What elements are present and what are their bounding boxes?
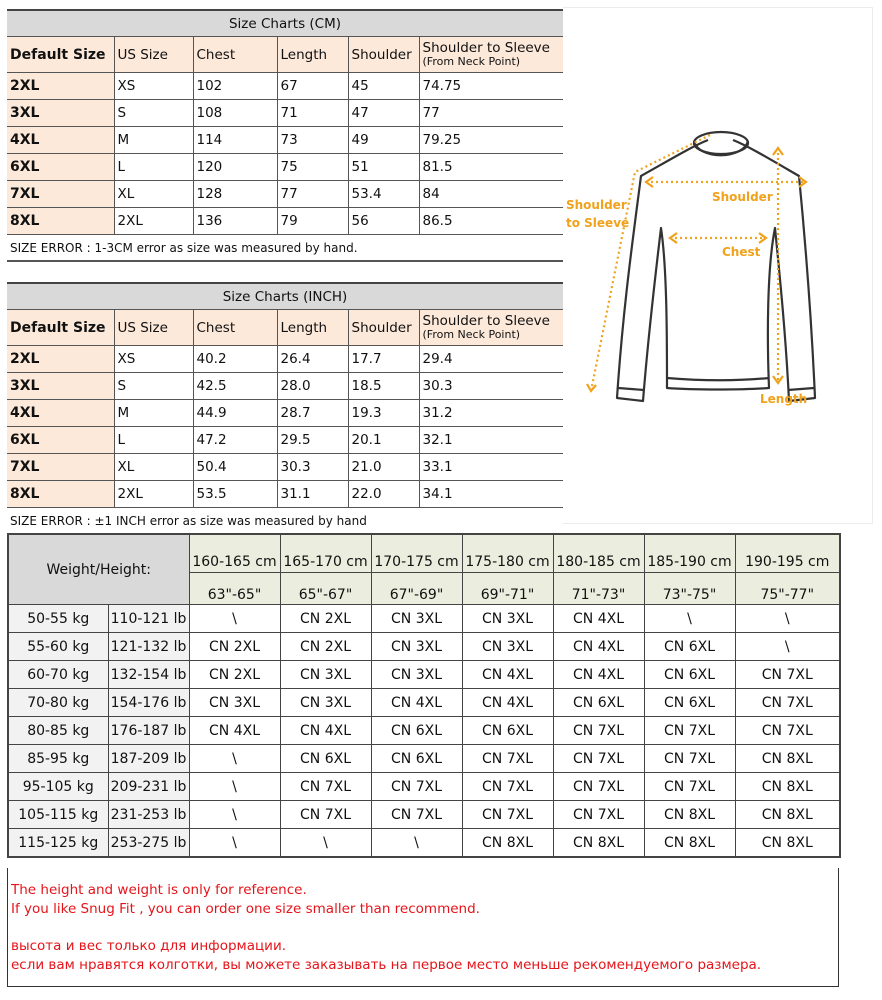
sweatshirt-outline: [617, 132, 815, 401]
recommended-size: \: [189, 773, 280, 801]
size-chart-inch-row: [7, 427, 563, 454]
size-chart-cm-title: Size Charts (CM): [7, 10, 563, 37]
label-chest: Chest: [722, 245, 761, 259]
recommended-size: \: [189, 745, 280, 773]
recommended-size: CN 7XL: [644, 745, 735, 773]
recommended-size: CN 7XL: [553, 773, 644, 801]
height-in-header: 67"-69": [371, 573, 462, 605]
col-shoulder-to-sleeve-label: Shoulder to Sleeve: [422, 313, 550, 329]
recommended-size: CN 4XL: [553, 633, 644, 661]
size-chart-inch-row: [7, 400, 563, 427]
weight-lb: 121-132 lb: [108, 633, 189, 661]
recommended-size: \: [189, 801, 280, 829]
recommended-size: \: [280, 829, 371, 858]
cell-shoulder-to-sleeve: 33.1: [419, 454, 563, 481]
size-chart-cm-row: [7, 181, 563, 208]
cell-length: 30.3: [277, 454, 348, 481]
col-default-size: Default Size: [7, 37, 114, 73]
recommended-size: CN 4XL: [553, 605, 644, 633]
recommended-size: CN 7XL: [735, 717, 840, 745]
recommended-size: CN 2XL: [280, 605, 371, 633]
recommended-size: CN 6XL: [371, 745, 462, 773]
cell-length: 28.7: [277, 400, 348, 427]
recommended-size: CN 6XL: [553, 689, 644, 717]
recommended-size: CN 7XL: [644, 773, 735, 801]
weight-kg: 60-70 kg: [8, 661, 108, 689]
size-chart-inch: [7, 282, 563, 535]
height-cm-header: 175-180 cm: [462, 534, 553, 573]
col-shoulder: Shoulder: [348, 310, 419, 346]
cell-shoulder: 18.5: [348, 373, 419, 400]
col-shoulder-to-sleeve-sub: (From Neck Point): [422, 55, 521, 68]
label-shoulder: Shoulder: [712, 190, 773, 204]
note-en-1: The height and weight is only for reference.: [11, 882, 307, 898]
cell-default-size: 4XL: [7, 127, 114, 154]
cell-length: 71: [277, 100, 348, 127]
recommended-size: CN 7XL: [371, 773, 462, 801]
col-chest: Chest: [193, 310, 277, 346]
size-chart-inch-note: SIZE ERROR : ±1 INCH error as size was measured by hand: [7, 508, 563, 535]
col-shoulder: Shoulder: [348, 37, 419, 73]
recommended-size: CN 4XL: [462, 661, 553, 689]
recommended-size: CN 6XL: [462, 717, 553, 745]
recommended-size: CN 3XL: [280, 689, 371, 717]
cell-shoulder: 45: [348, 73, 419, 100]
recommendation-row: [8, 661, 840, 689]
recommended-size: CN 6XL: [280, 745, 371, 773]
size-chart-cm-row: [7, 127, 563, 154]
weight-kg: 85-95 kg: [8, 745, 108, 773]
cell-us-size: XL: [114, 181, 193, 208]
cell-default-size: 7XL: [7, 181, 114, 208]
cell-us-size: L: [114, 154, 193, 181]
cell-length: 31.1: [277, 481, 348, 508]
cell-us-size: XL: [114, 454, 193, 481]
measure-lines: [591, 135, 806, 391]
cell-chest: 128: [193, 181, 277, 208]
recommended-size: CN 8XL: [735, 773, 840, 801]
cell-length: 79: [277, 208, 348, 235]
recommendation-row: [8, 829, 840, 858]
col-default-size: Default Size: [7, 310, 114, 346]
cell-shoulder: 49: [348, 127, 419, 154]
cell-chest: 136: [193, 208, 277, 235]
note-ru-1: высота и вес только для информации.: [11, 938, 287, 954]
cell-default-size: 2XL: [7, 73, 114, 100]
recommended-size: CN 7XL: [735, 689, 840, 717]
weight-lb: 231-253 lb: [108, 801, 189, 829]
recommended-size: CN 7XL: [644, 717, 735, 745]
weight-lb: 110-121 lb: [108, 605, 189, 633]
cell-shoulder-to-sleeve: 81.5: [419, 154, 563, 181]
cell-chest: 47.2: [193, 427, 277, 454]
recommended-size: CN 3XL: [371, 633, 462, 661]
recommended-size: \: [189, 605, 280, 633]
height-cm-header: 185-190 cm: [644, 534, 735, 573]
recommended-size: CN 7XL: [553, 745, 644, 773]
height-in-header: 69"-71": [462, 573, 553, 605]
col-shoulder-to-sleeve-sub: (From Neck Point): [422, 328, 521, 341]
recommendation-row: [8, 773, 840, 801]
weight-kg: 115-125 kg: [8, 829, 108, 858]
recommendation-row: [8, 745, 840, 773]
recommended-size: CN 7XL: [553, 717, 644, 745]
recommendation-row: [8, 633, 840, 661]
cell-shoulder: 53.4: [348, 181, 419, 208]
weight-lb: 253-275 lb: [108, 829, 189, 858]
height-cm-header: 190-195 cm: [735, 534, 840, 573]
cell-shoulder-to-sleeve: 31.2: [419, 400, 563, 427]
cell-length: 28.0: [277, 373, 348, 400]
cell-shoulder-to-sleeve: 86.5: [419, 208, 563, 235]
weight-kg: 50-55 kg: [8, 605, 108, 633]
weight-lb: 154-176 lb: [108, 689, 189, 717]
cell-chest: 114: [193, 127, 277, 154]
cell-chest: 42.5: [193, 373, 277, 400]
weight-kg: 105-115 kg: [8, 801, 108, 829]
recommended-size: CN 3XL: [371, 661, 462, 689]
recommended-size: CN 4XL: [553, 661, 644, 689]
cell-length: 75: [277, 154, 348, 181]
cell-shoulder-to-sleeve: 30.3: [419, 373, 563, 400]
col-length: Length: [277, 37, 348, 73]
cell-shoulder-to-sleeve: 84: [419, 181, 563, 208]
cell-shoulder: 22.0: [348, 481, 419, 508]
weight-kg: 95-105 kg: [8, 773, 108, 801]
size-chart-cm-row: [7, 73, 563, 100]
recommended-size: CN 3XL: [462, 605, 553, 633]
height-in-header: 73"-75": [644, 573, 735, 605]
cell-length: 67: [277, 73, 348, 100]
cell-us-size: M: [114, 127, 193, 154]
cell-chest: 44.9: [193, 400, 277, 427]
cell-us-size: XS: [114, 346, 193, 373]
cell-chest: 40.2: [193, 346, 277, 373]
weight-height-label: Weight/Height:: [8, 534, 189, 605]
recommended-size: CN 6XL: [644, 633, 735, 661]
size-chart-inch-title: Size Charts (INCH): [7, 283, 563, 310]
label-length: Length: [760, 392, 808, 406]
recommended-size: CN 8XL: [644, 829, 735, 858]
cell-chest: 53.5: [193, 481, 277, 508]
recommended-size: CN 2XL: [189, 633, 280, 661]
measurement-illustration: [563, 7, 873, 524]
cell-us-size: 2XL: [114, 208, 193, 235]
shoulder-to-sleeve-line: [591, 135, 710, 391]
weight-kg: 70-80 kg: [8, 689, 108, 717]
weight-kg: 80-85 kg: [8, 717, 108, 745]
recommended-size: CN 7XL: [280, 801, 371, 829]
col-us-size: US Size: [114, 310, 193, 346]
cell-chest: 102: [193, 73, 277, 100]
size-chart-inch-row: [7, 481, 563, 508]
cell-shoulder: 19.3: [348, 400, 419, 427]
weight-lb: 132-154 lb: [108, 661, 189, 689]
cell-length: 77: [277, 181, 348, 208]
cell-length: 26.4: [277, 346, 348, 373]
cell-us-size: XS: [114, 73, 193, 100]
cell-shoulder-to-sleeve: 34.1: [419, 481, 563, 508]
cell-default-size: 6XL: [7, 154, 114, 181]
cell-us-size: S: [114, 100, 193, 127]
recommended-size: CN 2XL: [280, 633, 371, 661]
recommended-size: CN 7XL: [553, 801, 644, 829]
height-in-header: 71"-73": [553, 573, 644, 605]
label-shoulder-to-sleeve-1: Shoulder: [566, 198, 627, 212]
height-cm-header: 165-170 cm: [280, 534, 371, 573]
cell-shoulder: 21.0: [348, 454, 419, 481]
cell-default-size: 4XL: [7, 400, 114, 427]
cell-default-size: 3XL: [7, 100, 114, 127]
weight-kg: 55-60 kg: [8, 633, 108, 661]
recommended-size: CN 7XL: [462, 745, 553, 773]
cell-shoulder-to-sleeve: 79.25: [419, 127, 563, 154]
note-en-2: If you like Snug Fit , you can order one size smaller than recommend.: [11, 901, 480, 917]
recommended-size: CN 7XL: [462, 801, 553, 829]
recommended-size: CN 8XL: [462, 829, 553, 858]
recommended-size: \: [644, 605, 735, 633]
size-chart-cm-row: [7, 208, 563, 235]
cell-us-size: 2XL: [114, 481, 193, 508]
recommended-size: CN 3XL: [280, 661, 371, 689]
recommendation-row: [8, 689, 840, 717]
size-chart-inch-row: [7, 346, 563, 373]
recommended-size: CN 3XL: [189, 689, 280, 717]
label-shoulder-to-sleeve-2: to Sleeve: [566, 216, 630, 230]
cell-shoulder-to-sleeve: 77: [419, 100, 563, 127]
recommended-size: CN 6XL: [644, 689, 735, 717]
size-chart-inch-row: [7, 373, 563, 400]
sweatshirt-diagram-icon: [563, 8, 872, 523]
weight-lb: 176-187 lb: [108, 717, 189, 745]
height-in-header: 65"-67": [280, 573, 371, 605]
cell-default-size: 7XL: [7, 454, 114, 481]
cell-us-size: M: [114, 400, 193, 427]
cell-chest: 50.4: [193, 454, 277, 481]
col-shoulder-to-sleeve-label: Shoulder to Sleeve: [422, 40, 550, 56]
recommended-size: \: [735, 633, 840, 661]
recommended-size: CN 4XL: [371, 689, 462, 717]
col-us-size: US Size: [114, 37, 193, 73]
cell-shoulder: 56: [348, 208, 419, 235]
cell-shoulder: 17.7: [348, 346, 419, 373]
size-chart-cm-note: SIZE ERROR : 1-3CM error as size was measured by hand.: [7, 235, 563, 262]
size-chart-cm-row: [7, 100, 563, 127]
recommended-size: \: [371, 829, 462, 858]
size-chart-cm: [7, 9, 563, 262]
reference-notes: [7, 868, 839, 987]
cell-us-size: S: [114, 373, 193, 400]
recommended-size: CN 7XL: [280, 773, 371, 801]
recommended-size: CN 8XL: [735, 829, 840, 858]
height-cm-header: 160-165 cm: [189, 534, 280, 573]
recommended-size: CN 8XL: [735, 745, 840, 773]
recommended-size: CN 4XL: [462, 689, 553, 717]
recommended-size: CN 8XL: [644, 801, 735, 829]
recommended-size: CN 7XL: [735, 661, 840, 689]
recommended-size: CN 6XL: [371, 717, 462, 745]
height-cm-header: 170-175 cm: [371, 534, 462, 573]
recommendation-row: [8, 605, 840, 633]
cell-us-size: L: [114, 427, 193, 454]
size-chart-cm-header: [7, 37, 563, 73]
cell-default-size: 2XL: [7, 346, 114, 373]
cell-shoulder-to-sleeve: 29.4: [419, 346, 563, 373]
size-recommendation-table: [7, 533, 841, 858]
recommended-size: CN 4XL: [189, 717, 280, 745]
cell-default-size: 6XL: [7, 427, 114, 454]
cell-default-size: 8XL: [7, 481, 114, 508]
height-cm-header: 180-185 cm: [553, 534, 644, 573]
recommendation-row: [8, 801, 840, 829]
cell-shoulder-to-sleeve: 74.75: [419, 73, 563, 100]
cell-shoulder: 47: [348, 100, 419, 127]
recommended-size: CN 8XL: [553, 829, 644, 858]
col-shoulder-to-sleeve: [419, 310, 563, 346]
recommended-size: CN 2XL: [189, 661, 280, 689]
note-ru-2: если вам нравятся колготки, вы можете заказывать на первое место меньше рекомендуемого размера.: [11, 957, 762, 973]
cell-chest: 120: [193, 154, 277, 181]
cell-shoulder: 51: [348, 154, 419, 181]
recommended-size: CN 4XL: [280, 717, 371, 745]
size-chart-inch-row: [7, 454, 563, 481]
recommendation-row: [8, 717, 840, 745]
recommended-size: CN 3XL: [462, 633, 553, 661]
weight-lb: 209-231 lb: [108, 773, 189, 801]
weight-lb: 187-209 lb: [108, 745, 189, 773]
col-length: Length: [277, 310, 348, 346]
col-chest: Chest: [193, 37, 277, 73]
cell-length: 73: [277, 127, 348, 154]
recommended-size: \: [189, 829, 280, 858]
recommended-size: CN 8XL: [735, 801, 840, 829]
cell-default-size: 3XL: [7, 373, 114, 400]
size-chart-cm-row: [7, 154, 563, 181]
recommended-size: CN 6XL: [644, 661, 735, 689]
col-shoulder-to-sleeve: [419, 37, 563, 73]
cell-default-size: 8XL: [7, 208, 114, 235]
height-in-header: 63"-65": [189, 573, 280, 605]
recommended-size: \: [735, 605, 840, 633]
recommended-size: CN 7XL: [462, 773, 553, 801]
recommended-size: CN 7XL: [371, 801, 462, 829]
cell-chest: 108: [193, 100, 277, 127]
cell-shoulder: 20.1: [348, 427, 419, 454]
recommended-size: CN 3XL: [371, 605, 462, 633]
cell-shoulder-to-sleeve: 32.1: [419, 427, 563, 454]
cell-length: 29.5: [277, 427, 348, 454]
height-in-header: 75"-77": [735, 573, 840, 605]
size-chart-inch-header: [7, 310, 563, 346]
